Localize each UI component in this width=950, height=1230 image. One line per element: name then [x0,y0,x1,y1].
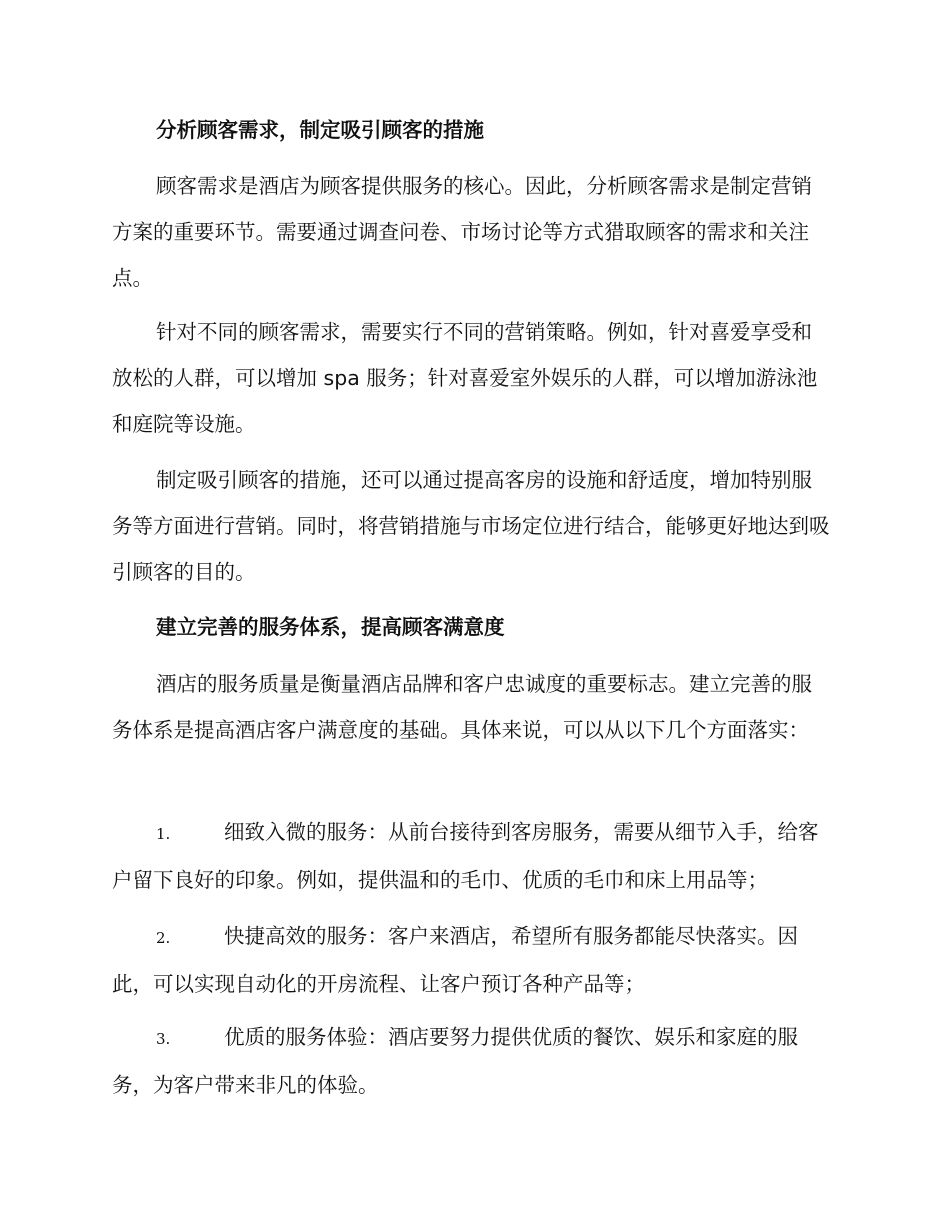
section-heading: 建立完善的服务体系，提高顾客满意度 [156,615,505,639]
list-number: 2. [156,929,171,947]
list-item-text: 细致入微的服务：从前台接待到客房服务，需要从细节入手，给客户留下良好的印象。例如，提供温和的毛巾、优质的毛巾和床上用品等； [112,820,819,892]
list-item [112,1014,832,1108]
paragraph: 酒店的服务质量是衡量酒店品牌和客户忠诚度的重要标志。建立完善的服务体系是提高酒店客户满意度的基础。具体来说，可以从以下几个方面落实： [112,672,812,742]
section-heading: 分析顾客需求，制定吸引顾客的措施 [156,118,484,142]
list-number: 1. [156,825,171,843]
paragraph: 制定吸引顾客的措施，还可以通过提高客房的设施和舒适度，增加特别服务等方面进行营销。同时，将营销措施与市场定位进行结合，能够更好地达到吸引顾客的目的。 [112,468,830,584]
paragraph: 针对不同的顾客需求，需要实行不同的营销策略。例如，针对喜爱享受和放松的人群，可以增加 spa 服务；针对喜爱室外娱乐的人群，可以增加游泳池和庭院等设施。 [112,320,818,436]
list-item [112,809,832,903]
list-item-text: 快捷高效的服务：客户来酒店，希望所有服务都能尽快落实。因此，可以实现自动化的开房流程、让客户预订各种产品等； [112,924,798,996]
list-item [112,913,832,1007]
list-number: 3. [156,1030,171,1048]
paragraph: 顾客需求是酒店为顾客提供服务的核心。因此，分析顾客需求是制定营销方案的重要环节。需要通过调查问卷、市场讨论等方式猎取顾客的需求和关注点。 [112,174,812,290]
list-item-text: 优质的服务体验：酒店要努力提供优质的餐饮、娱乐和家庭的服务，为客户带来非凡的体验。 [112,1025,798,1097]
